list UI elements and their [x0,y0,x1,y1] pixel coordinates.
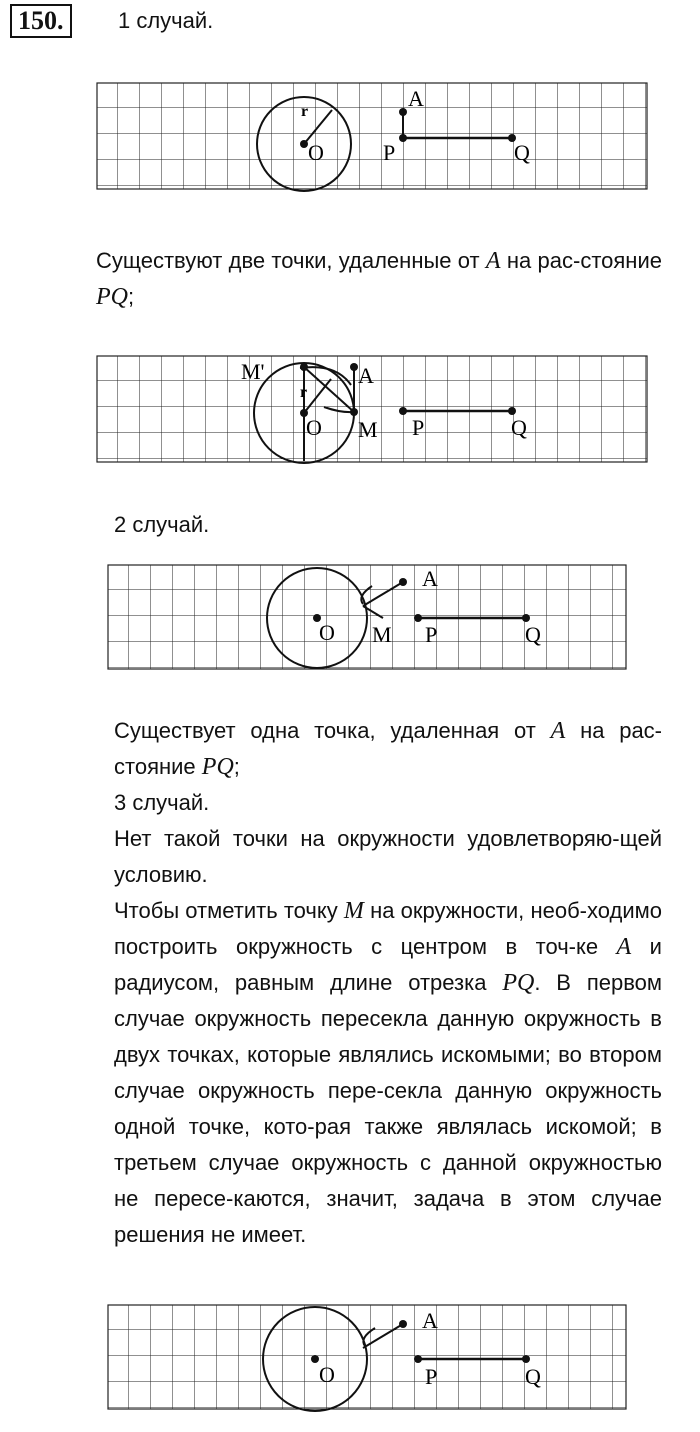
figure-case-1-construction [96,355,648,465]
case-1-label: 1 случай. [118,8,214,33]
label-p: P [425,1364,438,1389]
label-r: r [301,103,309,120]
point-a [399,1320,407,1328]
text-one-point-mid: на рас-стояние [114,718,663,779]
label-a: A [408,86,424,111]
label-a: A [422,566,438,591]
label-p: P [425,622,438,647]
text-one-point-pre: Существует одна точка, удаленная от [114,718,536,743]
point-p [399,134,407,142]
paragraph-two-points [96,243,662,315]
text-expl-4: . В первом случае окружность пересекла данную окружность в двух точках, которые являлись искомыми; во втором случае окружность пере-секла данную окружность одной точке, кото-рая также являлась искомой; в третьем случае окружность с данной окружностью не пересе-каются, значит, задача в этом случае решения не имеет. [114,970,662,1247]
math-pq: PQ [201,754,234,780]
text-two-points-end: ; [128,284,135,309]
label-o: O [319,620,335,645]
label-m: M [372,622,392,647]
point-m-prime [300,363,308,371]
point-q [508,407,516,415]
label-r: r [300,384,308,401]
point-q [522,1355,530,1363]
point-a [350,363,358,371]
paragraph-one-point [114,713,662,785]
label-a: A [422,1308,438,1333]
case-2-label: 2 случай. [114,512,210,537]
point-q [522,614,530,622]
figure-case-2 [107,564,627,672]
math-a: A [616,934,632,960]
math-a: A [550,718,566,744]
label-o: O [306,415,322,440]
point-m [350,408,358,416]
text-expl-3: и радиусом, равным длине отрезка [114,934,662,995]
label-p: P [412,415,425,440]
label-p: P [383,140,396,165]
text-expl-1: Чтобы отметить точку [114,898,338,923]
label-o: O [319,1362,335,1387]
label-q: Q [525,622,541,647]
point-a [399,578,407,586]
center-point-o [300,140,308,148]
text-two-points-pre: Существуют две точки, удаленные от [96,248,480,273]
point-p [414,1355,422,1363]
label-q: Q [511,415,527,440]
label-q: Q [525,1364,541,1389]
paragraph-explanation [114,893,662,1253]
problem-number: 150. [10,4,72,38]
math-a: A [485,248,501,274]
point-a [399,108,407,116]
math-m: M [343,898,364,924]
label-a: A [358,363,374,388]
point-p [414,614,422,622]
grid [97,83,647,189]
text-two-points-mid: на рас-стояние [506,248,662,273]
paragraph-no-point: Нет такой точки на окружности удовлетворяю-щей условию. [114,826,662,887]
math-pq: PQ [502,970,535,996]
label-q: Q [514,140,530,165]
text-one-point-end: ; [233,754,240,779]
case-3-label: 3 случай. [114,790,210,815]
figure-case-1 [96,82,648,192]
point-p [399,407,407,415]
center-point-o [311,1355,319,1363]
figure-case-3 [107,1304,627,1412]
label-o: O [308,140,324,165]
paragraph-main [114,713,662,1253]
math-pq: PQ [96,284,128,310]
label-m: M [358,417,378,442]
label-m-prime: M' [241,359,265,384]
text-expl-2: на окружности, необ-ходимо построить окружность с центром в точ-ке [114,898,662,959]
